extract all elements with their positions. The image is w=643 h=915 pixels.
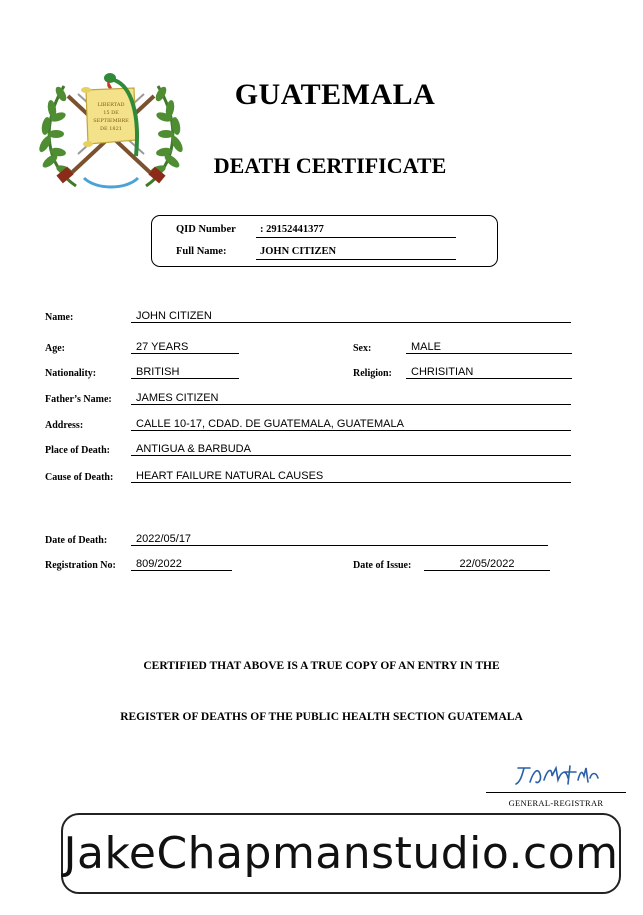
date-of-death-value: 2022/05/17 (131, 533, 548, 546)
address-label: Address: (45, 420, 84, 431)
registrar-label: GENERAL-REGISTRAR (508, 798, 604, 808)
sex-label: Sex: (353, 343, 372, 354)
date-of-issue-value: 22/05/2022 (424, 558, 550, 571)
nationality-label: Nationality: (45, 368, 97, 379)
religion-value: CHRISITIAN (406, 366, 572, 379)
qid-label: QID Number (176, 224, 236, 235)
seal-scroll-line-1: LIBERTAD (97, 102, 125, 108)
name-value: JOHN CITIZEN (131, 310, 571, 323)
date-of-issue-label: Date of Issue: (353, 560, 412, 571)
name-label: Name: (45, 312, 74, 323)
coat-of-arms-seal (36, 66, 186, 196)
place-of-death-value: ANTIGUA & BARBUDA (131, 443, 571, 456)
country-title: GUATEMALA (234, 78, 436, 111)
registrar-signature (512, 760, 602, 790)
full-name-label: Full Name: (176, 246, 227, 257)
signature-line (486, 792, 626, 793)
date-of-death-label: Date of Death: (45, 535, 108, 546)
certification-line-2: REGISTER OF DEATHS OF THE PUBLIC HEALTH SECTION GUATEMALA (120, 711, 523, 723)
age-label: Age: (45, 343, 65, 354)
cause-of-death-value: HEART FAILURE NATURAL CAUSES (131, 470, 571, 483)
father-name-label: Father’s Name: (45, 394, 112, 405)
nationality-value: BRITISH (131, 366, 239, 379)
religion-label: Religion: (353, 368, 392, 379)
cause-of-death-label: Cause of Death: (45, 472, 114, 483)
address-value: CALLE 10-17, CDAD. DE GUATEMALA, GUATEMALA (131, 418, 571, 431)
registration-no-label: Registration No: (45, 560, 116, 571)
age-value: 27 YEARS (131, 341, 239, 354)
document-title: DEATH CERTIFICATE (213, 153, 447, 178)
watermark-text: JakeChapmanstudio.com (63, 828, 619, 879)
full-name-value: JOHN CITIZEN (256, 246, 456, 260)
seal-scroll-line-4: DE 1821 (100, 126, 122, 132)
registration-no-value: 809/2022 (131, 558, 232, 571)
seal-scroll-line-2: 15 DE (103, 110, 119, 116)
certification-line-1: CERTIFIED THAT ABOVE IS A TRUE COPY OF AN ENTRY IN THE (143, 660, 500, 672)
place-of-death-label: Place of Death: (45, 445, 110, 456)
seal-scroll-line-3: SEPTIEMBRE (93, 118, 129, 124)
sex-value: MALE (406, 341, 572, 354)
father-name-value: JAMES CITIZEN (131, 392, 571, 405)
qid-value: : 29152441377 (256, 224, 456, 238)
